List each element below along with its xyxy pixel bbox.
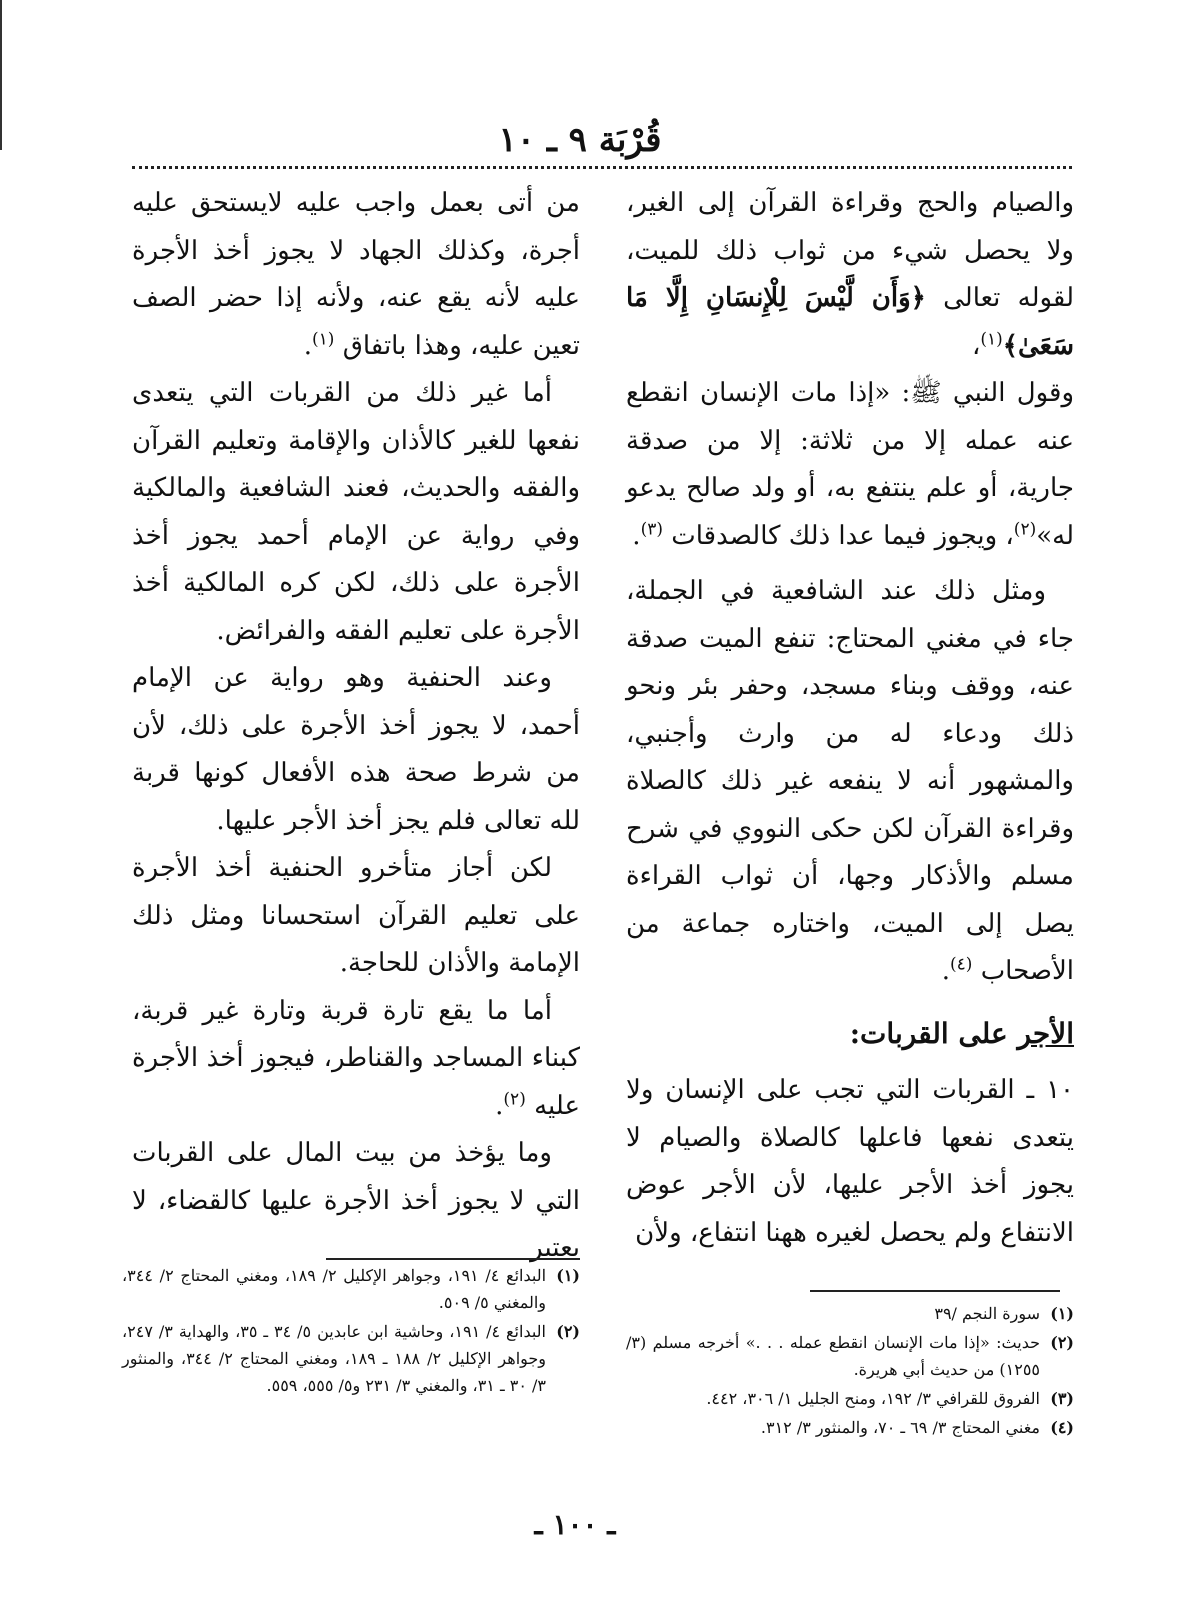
left-column [132,180,580,1273]
page-number: ـ ١٠٠ ـ [534,1508,616,1541]
left-paragraph-4: لكن أجاز متأخرو الحنفية أخذ الأجرة على تعليم القرآن استحسانا ومثل ذلك الإمامة والأذان للحاجة. [132,853,580,978]
footnote-item: (٢) حديث: «إذا مات الإنسان انقطع عمله . . .» أخرجه مسلم (٣/ ١٢٥٥) من حديث أبي هريرة. [626,1333,1074,1379]
left-paragraph-1: من أتى بعمل واجب عليه لايستحق عليه أجرة، وكذلك الجهاد لا يجوز أخذ الأجرة عليه لأنه يقع عنه، ولأنه إذا حضر الصف تعين عليه، وهذا باتفاق $^{(١)}$. [132,188,580,361]
right-column [626,180,1074,1257]
left-paragraph-6: وما يؤخذ من بيت المال على القربات التي لا يجوز أخذ الأجرة عليها كالقضاء، لا يعتبر [132,1138,580,1263]
page-edge-line [0,0,2,150]
quran-verse: ﴿وَأَن لَّيْسَ لِلْإِنسَانِ إِلَّا مَا سَعَىٰ﴾ [626,283,1074,361]
page-header [300,120,860,160]
right-paragraph-2: وقول النبي ﷺ: «إذا مات الإنسان انقطع عنه عمله إلا من ثلاثة: إلا من صدقة جارية، أو علم ينتفع به، أو ولد صالح يدعو له»$^{(٢)}$، ويجوز فيما عدا ذلك كالصدقات $^{(٣)}$. [626,378,1074,551]
footnote-item: (٢) البدائع ٤/ ١٩١، وحاشية ابن عابدين ٥/ ٣٤ ـ ٣٥، والهداية ٣/ ٢٤٧، وجواهر الإكليل ٢/ ١٨٨ ـ ١٨٩، ومغني المحتاج ٢/ ٣٤٤، والمنثور ٣/ ٣٠ ـ ٣١، والمغني ٣/ ٢٣١ و٥/ ٥٥٥، ٥٥٩. [122,1322,580,1395]
left-paragraph-5: أما ما يقع تارة قربة وتارة غير قربة، كبناء المساجد والقناطر، فيجوز أخذ الأجرة عليه $^{(٢)}$. [132,995,580,1121]
section-heading: الأجر على القربات: [849,1016,1074,1050]
footnote-ref: (١) [980,328,1003,349]
right-paragraph-1: والصيام والحج وقراءة القرآن إلى الغير، ولا يحصل شيء من ثواب ذلك للميت، لقوله تعالى ﴿وَأَن لَّيْسَ لِلْإِنسَانِ إِلَّا مَا سَعَىٰ﴾$^{(١)}$، [626,188,1074,361]
right-paragraph-4: ١٠ ـ القربات التي تجب على الإنسان ولا يتعدى نفعها فاعلها كالصلاة والصيام لا يجوز أخذ الأجر عليها، لأن الأجر عوض الانتفاع ولم يحصل لغيره ههنا انتفاع، ولأن [626,1075,1074,1248]
footnotes-left [122,1262,580,1401]
footnote-ref: (٤) [950,954,973,975]
footnote-rule-left [326,1258,580,1260]
footnote-item: (١) سورة النجم /٣٩ [934,1304,1074,1323]
footnote-ref: (٢) [1013,518,1037,539]
footnote-item: (٣) الفروق للقرافي ٣/ ١٩٢، ومنح الجليل ١/ ٣٠٦، ٤٤٢. [706,1389,1074,1408]
left-paragraph-2: أما غير ذلك من القربات التي يتعدى نفعها للغير كالأذان والإقامة وتعليم القرآن والفقه والحديث، فعند الشافعية والمالكية وفي رواية عن الإمام أحمد يجوز أخذ الأجرة على ذلك، لكن كره المالكية أخذ الأجرة على تعليم الفقه والفرائض. [132,378,580,646]
footnote-ref: (١) [312,328,335,349]
footnote-rule-right [810,1290,1060,1292]
header-dotted-rule [132,166,1072,169]
left-paragraph-3: وعند الحنفية وهو رواية عن الإمام أحمد، لا يجوز أخذ الأجرة على ذلك، لأن من شرط صحة هذه الأفعال كونها قربة لله تعالى فلم يجز أخذ الأجر عليها. [132,663,580,836]
header-title: قُرْبَة ٩ ـ ١٠ [498,120,662,160]
footnote-item: (١) البدائع ٤/ ١٩١، وجواهر الإكليل ٢/ ١٨٩، ومغني المحتاج ٢/ ٣٤٤، والمغني ٥/ ٥٠٩. [122,1266,580,1312]
footnote-ref: (٣) [640,518,663,539]
footnote-ref: (٢) [503,1088,526,1109]
footnote-item: (٤) مغني المحتاج ٣/ ٦٩ ـ ٧٠، والمنثور ٣/ ٣١٢. [760,1418,1074,1437]
right-paragraph-3: ومثل ذلك عند الشافعية في الجملة، جاء في مغني المحتاج: تنفع الميت صدقة عنه، ووقف وبناء مسجد، وحفر بئر ونحو ذلك ودعاء له من وارث وأجنبي، والمشهور أنه لا ينفعه غير ذلك كالصلاة وقراءة القرآن لكن حكى النووي في شرح مسلم والأذكار وجها، أن ثواب القراءة يصل إلى الميت، واختاره جماعة من الأصحاب $^{(٤)}$. [626,576,1074,986]
footnotes-right [626,1300,1074,1443]
